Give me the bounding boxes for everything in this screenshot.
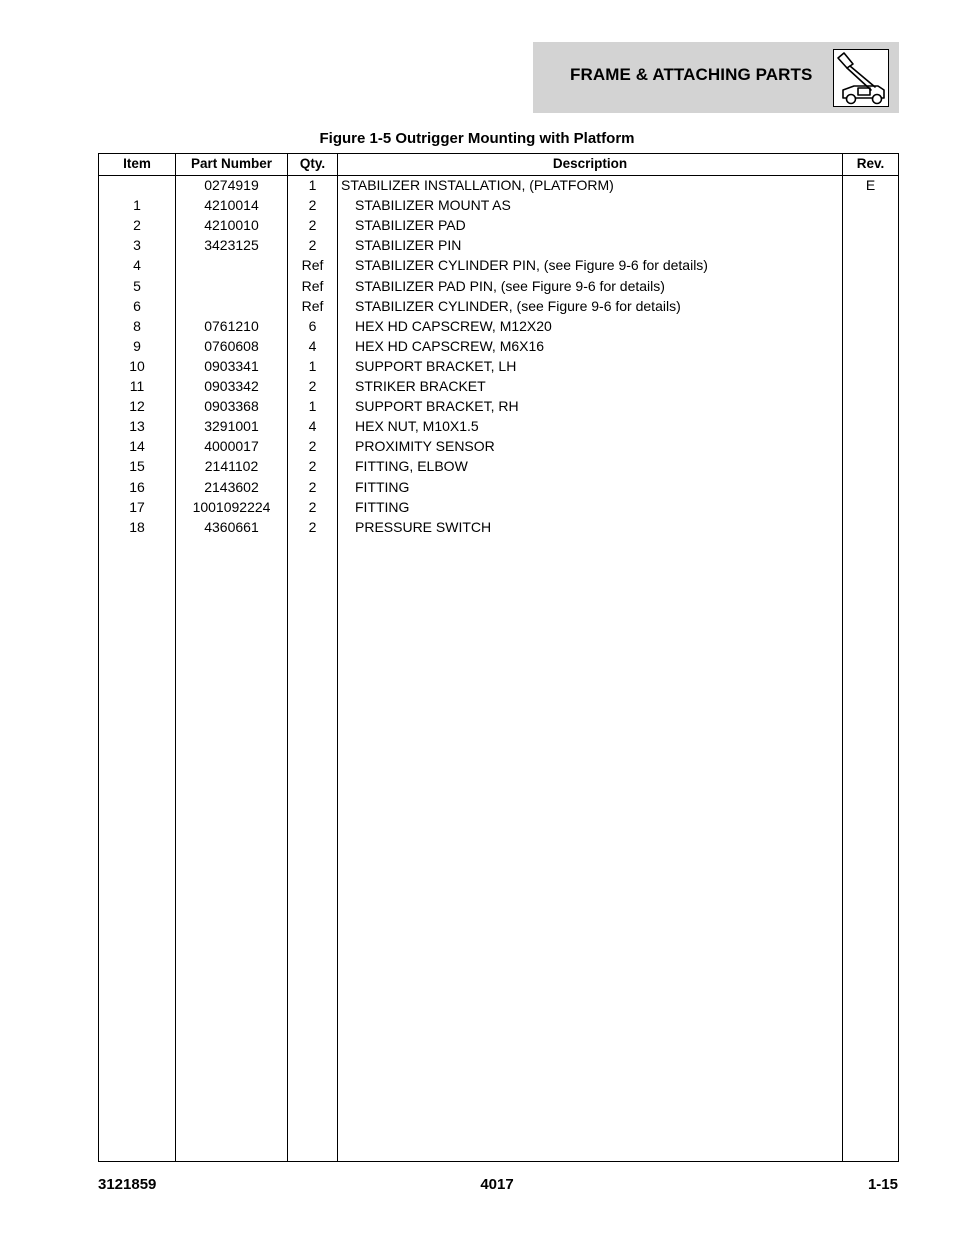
item-cell: 9 [133, 337, 141, 354]
table-row [99, 276, 898, 296]
description-cell: HEX HD CAPSCREW, M6X16 [355, 337, 545, 354]
part-number-cell: 3291001 [204, 418, 259, 435]
part-number-cell: 0274919 [204, 177, 259, 193]
qty-cell: Ref [301, 277, 324, 294]
table-row [99, 195, 898, 215]
qty-cell: 4 [308, 418, 317, 435]
aerial-lift-icon [833, 49, 889, 107]
column-header-rev: Rev. [856, 156, 885, 171]
item-cell: 16 [129, 478, 145, 495]
qty-cell: 2 [308, 498, 317, 515]
table-row [99, 396, 898, 416]
item-cell: 14 [129, 438, 145, 455]
page-number: 1-15 [867, 1176, 898, 1193]
description-cell: HEX HD CAPSCREW, M12X20 [355, 317, 552, 334]
qty-cell: Ref [301, 297, 324, 314]
part-number-cell: 0760608 [204, 337, 259, 354]
qty-cell: 4 [308, 337, 317, 354]
qty-cell: 2 [308, 458, 317, 475]
description-cell: SUPPORT BRACKET, LH [355, 357, 517, 374]
item-cell: 15 [129, 458, 145, 475]
column-header-description: Description [552, 156, 628, 171]
item-cell: 10 [129, 357, 145, 374]
part-number-cell: 0903342 [204, 378, 259, 394]
qty-cell: 2 [308, 237, 317, 254]
item-cell: 8 [133, 317, 141, 334]
part-number-cell: 1001092224 [192, 498, 271, 515]
description-cell: SUPPORT BRACKET, RH [355, 398, 519, 415]
description-cell: FITTING [355, 498, 410, 515]
item-cell: 17 [129, 498, 145, 515]
section-title: FRAME & ATTACHING PARTS [570, 65, 813, 84]
part-number-cell: 0761210 [204, 317, 259, 334]
table-row [99, 497, 898, 517]
description-cell: PRESSURE SWITCH [355, 518, 492, 535]
part-number-cell: 0903368 [204, 398, 259, 415]
description-cell: STABILIZER CYLINDER, (see Figure 9-6 for details) [355, 297, 681, 314]
description-cell: STABILIZER PAD PIN, (see Figure 9-6 for details) [355, 277, 665, 294]
document-number: 3121859 [98, 1176, 157, 1193]
qty-cell: 2 [308, 197, 317, 214]
column-header-part-number: Part Number [190, 156, 273, 171]
parts-table [98, 153, 899, 1162]
part-number-cell: 2143602 [204, 478, 259, 495]
table-row [99, 477, 898, 497]
item-cell: 12 [129, 398, 145, 415]
description-cell: STABILIZER PIN [355, 237, 462, 254]
item-cell: 2 [133, 217, 141, 234]
qty-cell: 1 [308, 398, 317, 415]
table-row [99, 296, 898, 316]
part-number-cell: 4210014 [204, 197, 259, 214]
description-cell: PROXIMITY SENSOR [355, 438, 495, 455]
item-cell: 1 [133, 197, 141, 214]
table-row [99, 456, 898, 476]
item-cell: 13 [129, 418, 145, 435]
qty-cell: 1 [308, 357, 317, 374]
part-number-cell: 2141102 [204, 458, 259, 475]
description-cell: STABILIZER MOUNT AS [355, 197, 511, 214]
figure-title: Figure 1-5 Outrigger Mounting with Platform [319, 130, 635, 147]
description-cell: STABILIZER CYLINDER PIN, (see Figure 9-6 for details) [355, 257, 708, 274]
item-cell: 6 [133, 297, 141, 314]
qty-cell: 2 [308, 438, 317, 455]
description-cell: FITTING [355, 478, 410, 495]
table-row [99, 376, 898, 396]
qty-cell: 6 [308, 317, 317, 334]
qty-cell: Ref [301, 257, 324, 274]
table-row [99, 316, 898, 336]
table-row [99, 215, 898, 235]
table-row [99, 517, 898, 537]
qty-cell: 1 [308, 177, 317, 193]
description-cell: FITTING, ELBOW [355, 458, 468, 475]
part-number-cell: 4000017 [204, 438, 259, 455]
column-header-item: Item [123, 156, 151, 171]
part-number-cell: 4360661 [204, 518, 259, 535]
table-row [99, 416, 898, 436]
table-row [99, 255, 898, 275]
table-row [99, 175, 898, 195]
table-row [99, 436, 898, 456]
qty-cell: 2 [308, 518, 317, 535]
rev-cell: E [865, 177, 876, 193]
table-row [99, 356, 898, 376]
description-cell: STABILIZER INSTALLATION, (PLATFORM) [341, 177, 614, 193]
qty-cell: 2 [308, 217, 317, 234]
model-number: 4017 [480, 1176, 514, 1193]
table-row [99, 235, 898, 255]
part-number-cell: 0903341 [204, 357, 259, 374]
description-cell: STRIKER BRACKET [355, 378, 486, 394]
column-header-qty: Qty. [299, 156, 326, 171]
item-cell: 11 [129, 378, 145, 394]
item-cell: 3 [133, 237, 141, 254]
table-row [99, 336, 898, 356]
qty-cell: 2 [308, 478, 317, 495]
item-cell: 18 [129, 518, 145, 535]
item-cell: 4 [133, 257, 141, 274]
part-number-cell: 3423125 [204, 237, 259, 254]
qty-cell: 2 [308, 378, 317, 394]
section-header [533, 42, 899, 113]
description-cell: STABILIZER PAD [355, 217, 466, 234]
description-cell: HEX NUT, M10X1.5 [355, 418, 479, 435]
item-cell: 5 [133, 277, 141, 294]
part-number-cell: 4210010 [204, 217, 259, 234]
